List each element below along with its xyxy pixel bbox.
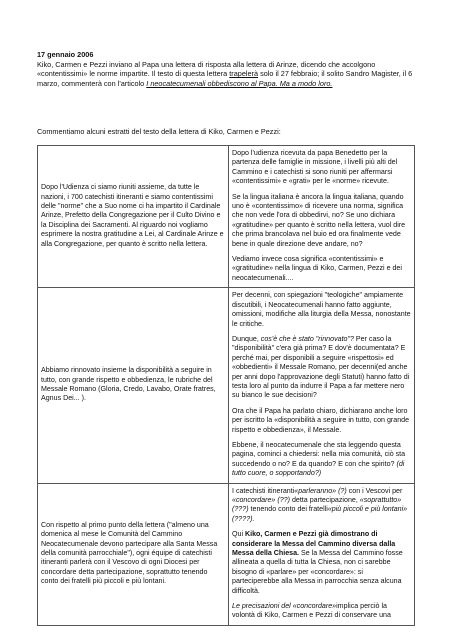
commentary-cell: I catechisti itineranti«parleranno» (?) con i Vescovi per «concordare» (??) detta partecipazione, «soprattutto» (???) tenendo conto dei fratelli«più piccoli e più lontani» (????). Qui Kiko, Carmen e Pezzi già dimostrano di considerare la Messa del Cammino diversa dalla Messa della Chiesa. Se la Messa del Cammino fosse allineata a quella di tutta la Chiesa, non ci sarebbe bisogno di «parlare» per «concordare»: si parteciperebbe alla Messa in parrocchia senza alcuna difficoltà. Le precisazioni del «concordare»implica perciò la volontà di Kiko, Carmen e Pezzi di conservare una	[229, 483, 415, 625]
intro-paragraph: Kiko, Carmen e Pezzi inviano al Papa una lettera di risposta alla lettera di Arinze, dicendo che accolgono «contentissimi» le norme impartite. Il testo di questa lettera trapelerà solo il 27 febbraio; il solito Sandro Magister, il 6 marzo, commenterà con l'articolo I neocatecumenali obbediscono al Papa. Ma a modo loro.	[37, 59, 413, 88]
link-trapelera[interactable]: trapelerà	[229, 69, 259, 79]
comment-intro: Commentiamo alcuni estratti del testo della lettera di Kiko, Carmen e Pezzi:	[37, 127, 281, 136]
date-heading: 17 gennaio 2006	[37, 50, 94, 59]
commentary-cell: Dopo l'udienza ricevuta da papa Benedetto per la partenza delle famiglie in missione, i livelli più alti del Cammino e i catechisti si sono riuniti per affermarsi «contentissimi» e «grati» per le «norme» ricevute. Se la lingua italiana è ancora la lingua italiana, quando uno è «contentissimo» di ricevere una norma, significa che non vede l'ora di obbedirvi, no? Se uno dichiara «gratitudine» per quanto è scritto nella lettera, vuol dire che prima brancolava nel buio ed ora finalmente vede bene in quale direzione deve andare, no? Vediamo invece cosa significa «contentissimi» e «gratitudine» nella lingua di Kiko, Carmen, Pezzi e dei neocatecumenali....	[229, 146, 415, 288]
letter-quote: Con rispetto al primo punto della lettera ("almeno una domenica al mese le Comunità del Cammino Neocatecumenale devono partecipare alla Santa Messa della comunità parrocchiale"), ogni équipe di catechisti itineranti parlerà con il Vescovo di ogni Diocesi per concordare detta partecipazione, soprattutto tenendo conto dei fratelli più piccoli e più lontani.	[38, 483, 229, 625]
table-row	[38, 288, 415, 483]
table-row	[38, 146, 415, 288]
commentary-cell: Per decenni, con spiegazioni "teologiche" ampiamente discutibili, i Neocatecumenali hanno fatto aggiunte, omissioni, modifiche alla liturgia della Messa, nonostante le critiche. Dunque, cos'è che è stato "rinnovato"? Per caso la "disponibilità" c'era già prima? E dov'è documentata? E perché mai, per disponibili a seguire «rispettosi» ed «obbedienti» il Messale Romano, per decenni(ed anche per anni dopo l'approvazione degli Statuti) hanno fatto di testa loro al punto da indurre il Papa a far mettere nero su bianco le sue decisioni? Ora che il Papa ha parlato chiaro, dichiarano anche loro per iscritto la «disponibilità a seguire in tutto, con grande rispetto e obbedienza», il Messale. Ebbene, il neocatecumenale che sta leggendo questa pagina, cominci a chiedersi: nella mia comunità, ciò sta succedendo o no? E da quando? E con che spirito? (di tutto cuore, o sopportando?)	[229, 288, 415, 483]
table-row	[38, 483, 415, 625]
link-magister-article[interactable]: I neocatecumenali obbediscono al Papa. Ma a modo loro.	[146, 78, 333, 88]
comparison-table	[37, 145, 415, 626]
intro-block	[37, 50, 417, 88]
letter-quote: Dopo l'Udienza ci siamo riuniti assieme, da tutte le nazioni, i 700 catechisti itineranti e siamo contentissimi delle "norme" che a Suo nome ci ha impartito il Cardinale Arinze, Prefetto della Congregazione per il Culto Divino e la Disciplina dei Sacramenti. Al riguardo noi vogliamo esprimere la nostra gratitudine a Lei, al Cardinale Arinze e alla Congregazione, per quanto è scritto nella lettera.	[38, 146, 229, 288]
letter-quote: Abbiamo rinnovato insieme la disponibilità a seguire in tutto, con grande rispetto e obbedienza, le rubriche del Messale Romano (Gloria, Credo, Lavabo, Orate fratres, Agnus Dei... ).	[38, 288, 229, 483]
